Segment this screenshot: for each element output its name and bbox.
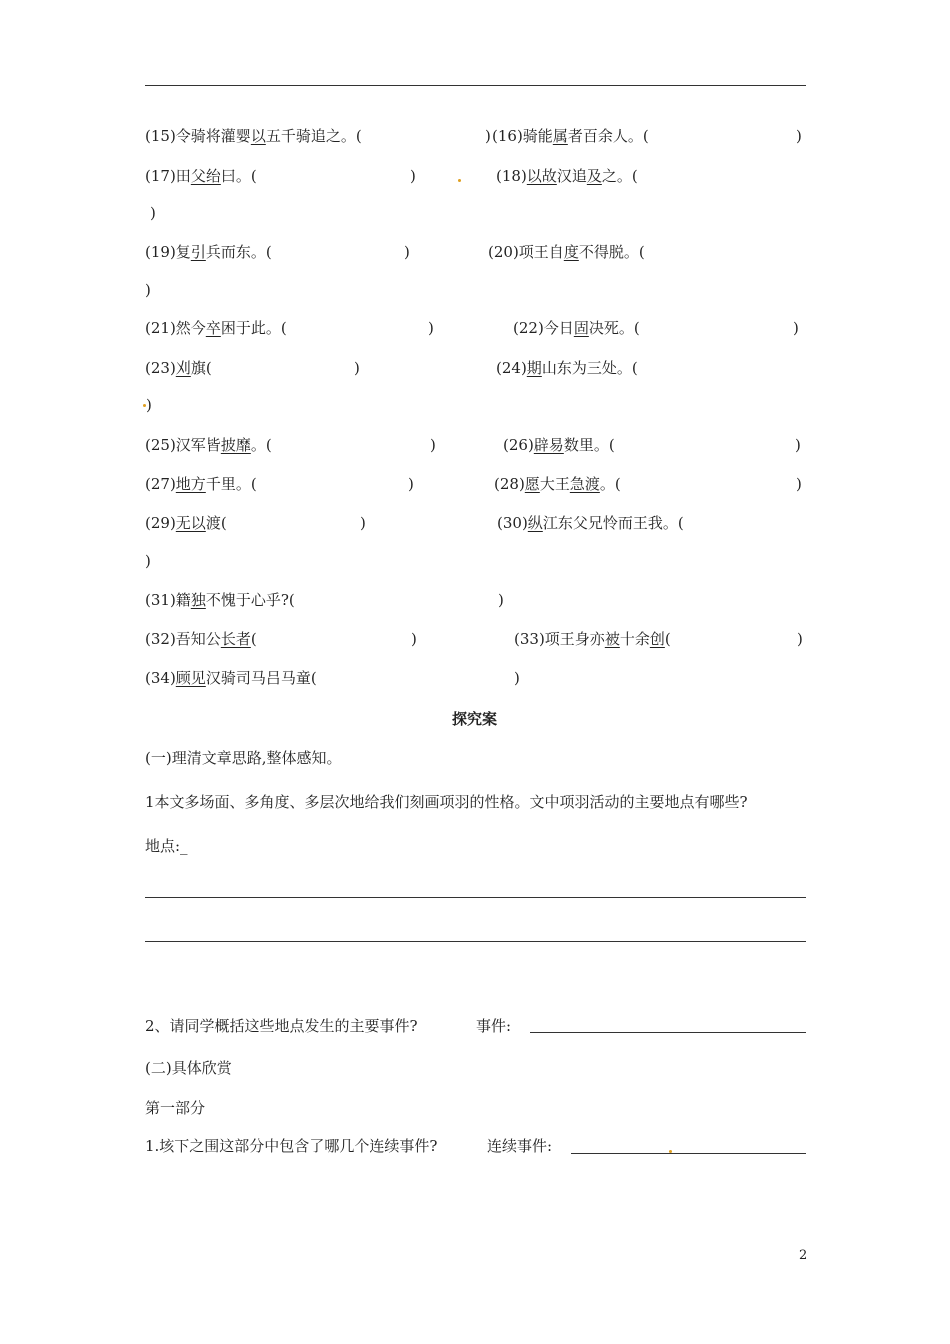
answer-line[interactable] [145, 941, 806, 942]
item-20: (20)项王自度不得脱。( [488, 243, 645, 261]
question-3: 1.垓下之围这部分中包含了哪几个连续事件? [145, 1137, 438, 1155]
item-21-close: ) [428, 319, 434, 337]
item-28: (28)愿大王急渡。( [494, 475, 621, 493]
item-19-close: ) [404, 243, 410, 261]
item-32-close: ) [411, 630, 417, 648]
item-16: (16)骑能属者百余人。( [492, 127, 649, 145]
question-1: 1本文多场面、多角度、多层次地给我们刻画项羽的性格。文中项羽活动的主要地点有哪些? [145, 793, 748, 811]
item-15-close: ) [485, 127, 491, 145]
item-26-close: ) [795, 436, 801, 454]
item-22: (22)今日固决死。( [513, 319, 640, 337]
item-17: (17)田父绐曰。( [145, 167, 257, 185]
part1-heading: (一)理清文章思路,整体感知。 [145, 749, 342, 767]
item-34-close: ) [514, 669, 520, 687]
item-18: (18)以故汉追及之。( [496, 167, 638, 185]
header-rule [145, 85, 806, 86]
item-24: (24)期山东为三处。( [496, 359, 638, 377]
item-28-close: ) [796, 475, 802, 493]
part2-subheading: 第一部分 [145, 1099, 206, 1117]
item-18-close: ) [150, 204, 156, 222]
item-29-close: ) [360, 514, 366, 532]
item-24-close: ) [146, 396, 152, 414]
item-25: (25)汉军皆披靡。( [145, 436, 272, 454]
item-17-close: ) [410, 167, 416, 185]
item-26: (26)辟易数里。( [503, 436, 615, 454]
item-29: (29)无以渡( [145, 514, 227, 532]
item-20-close: ) [145, 281, 151, 299]
item-22-close: ) [793, 319, 799, 337]
question-2: 2、请同学概括这些地点发生的主要事件? [145, 1017, 418, 1035]
question-2-label: 事件: [476, 1017, 512, 1035]
item-30-close: ) [145, 552, 151, 570]
item-25-close: ) [430, 436, 436, 454]
item-31: (31)籍独不愧于心乎?( [145, 591, 295, 609]
answer-line[interactable] [571, 1153, 806, 1154]
item-21: (21)然今卒困于此。( [145, 319, 287, 337]
item-19: (19)复引兵而东。( [145, 243, 272, 261]
section-title: 探究案 [452, 710, 498, 728]
item-27: (27)地方千里。( [145, 475, 257, 493]
part2-heading: (二)具体欣赏 [145, 1059, 232, 1077]
item-23: (23)刈旗( [145, 359, 212, 377]
item-16-close: ) [796, 127, 802, 145]
stray-dot [669, 1150, 672, 1153]
question-3-label: 连续事件: [487, 1137, 553, 1155]
page-number: 2 [799, 1248, 808, 1263]
item-34: (34)顾见汉骑司马吕马童( [145, 669, 317, 687]
item-23-close: ) [354, 359, 360, 377]
question-1-label: 地点:_ [145, 837, 188, 855]
answer-line[interactable] [145, 897, 806, 898]
item-31-close: ) [498, 591, 504, 609]
item-33: (33)项王身亦被十余创( [514, 630, 671, 648]
item-33-close: ) [797, 630, 803, 648]
item-30: (30)纵江东父兄怜而王我。( [497, 514, 684, 532]
item-32: (32)吾知公长者( [145, 630, 257, 648]
item-27-close: ) [408, 475, 414, 493]
item-15: (15)令骑将灌婴以五千骑追之。( [145, 127, 362, 145]
answer-line[interactable] [530, 1032, 806, 1033]
stray-dot [458, 179, 461, 182]
